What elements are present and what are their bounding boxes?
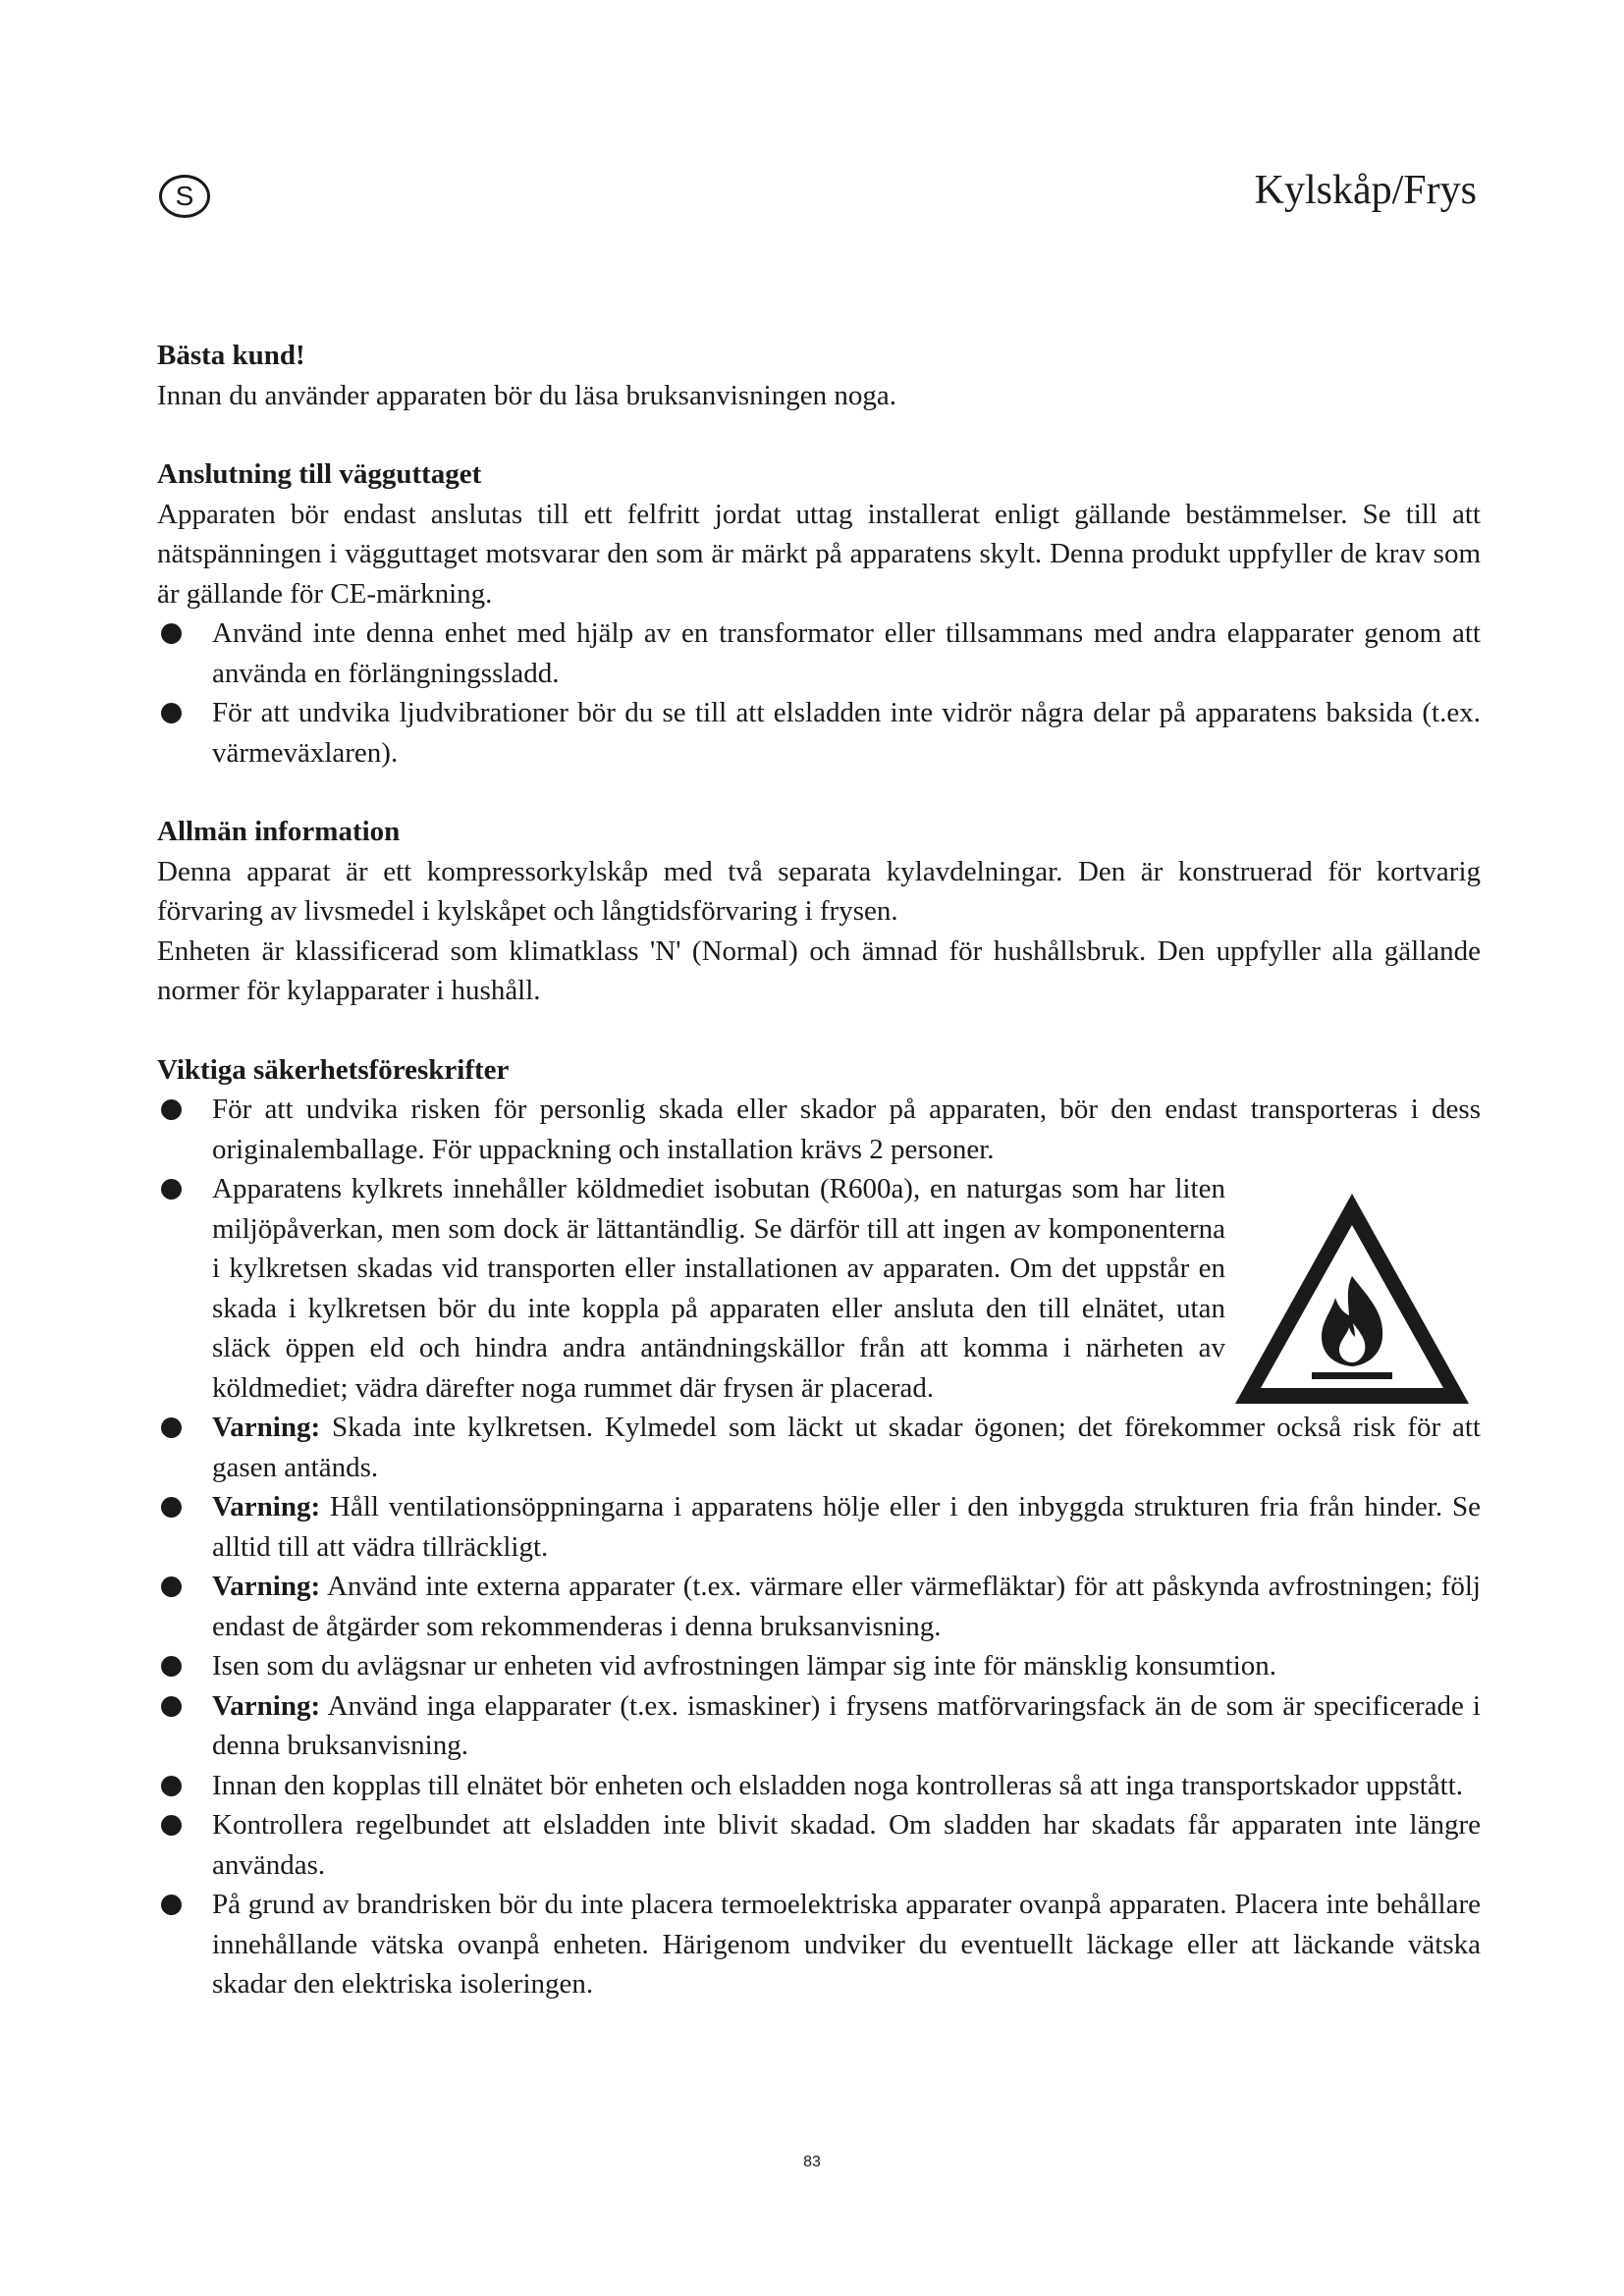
safety-heading: Viktiga säkerhetsföreskrifter bbox=[157, 1053, 510, 1086]
page-title: Kylskåp/Frys bbox=[1254, 168, 1477, 213]
bullet-text: Kontrollera regelbundet att elsladden inte blivit skadad. Om sladden har skadats får apparaten inte längre användas. bbox=[212, 1809, 1481, 1881]
general-text: Denna apparat är ett kompressorkylskåp med två separata kylavdelningar. Den är konstruerad för kortvarig förvaring av livsmedel i kylskåpet och långtidsförvaring i frysen. bbox=[157, 855, 1481, 927]
page-number: 83 bbox=[803, 2154, 821, 2170]
general-heading: Allmän information bbox=[157, 816, 401, 847]
warning-label: Varning: bbox=[212, 1491, 321, 1522]
bullet-item bbox=[157, 1567, 1481, 1646]
bullet-text: Isen som du avlägsnar ur enheten vid avfrostningen lämpar sig inte för mänsklig konsumtion. bbox=[212, 1650, 1277, 1682]
warning-label: Varning: bbox=[212, 1412, 321, 1443]
intro-section bbox=[157, 336, 1481, 415]
bullet-item bbox=[157, 1885, 1481, 2004]
connection-bullet-list bbox=[157, 614, 1481, 773]
bullet-item bbox=[157, 1805, 1481, 1885]
bullet-text: För att undvika risken för personlig skada eller skador på apparaten, bör den endast transporteras i dess originalemballage. För uppackning och installation krävs 2 personer. bbox=[212, 1094, 1481, 1165]
connection-text: Apparaten bör endast anslutas till ett felfritt jordat uttag installerat enligt gällande bestämmelser. Se till att nätspänningen i vägguttaget motsvarar den som är märkt på apparatens skylt. Denna produkt uppfyller de krav som är gällande för CE-märkning. bbox=[157, 498, 1481, 610]
connection-heading: Anslutning till vägguttaget bbox=[157, 458, 482, 490]
bullet-item bbox=[157, 1686, 1481, 1766]
flammable-warning-icon bbox=[1229, 1186, 1475, 1412]
connection-section bbox=[157, 454, 1481, 773]
language-badge: S bbox=[159, 175, 210, 218]
bullet-text: Skada inte kylkretsen. Kylmedel som läckt ut skadar ögonen; det förekommer också risk för att gasen antänds. bbox=[212, 1412, 1481, 1483]
warning-label: Varning: bbox=[212, 1689, 321, 1722]
bullet-text: Innan den kopplas till elnätet bör enheten och elsladden noga kontrolleras så att inga transportskador uppstått. bbox=[212, 1769, 1464, 1801]
bullet-text: Apparatens kylkrets innehåller köldmediet isobutan (R600a), en naturgas som har liten miljöpåverkan, men som dock är lättantändlig. Se därför till att ingen av komponenterna i kylkretsen skadas vid transporten eller installationen av apparaten. Om det uppstår en skada i kylkretsen bör du inte koppla på apparaten eller ansluta den till elnätet, utan släck öppen eld och hindra andra antändningskällor från att komma i närheten av köldmediet; vädra därefter noga rummet där frysen är placerad. bbox=[212, 1173, 1225, 1404]
warning-label: Varning: bbox=[212, 1571, 321, 1602]
bullet-text: På grund av brandrisken bör du inte placera termoelektriska apparater ovanpå apparaten. Placera inte behållare innehållande vätska ovanpå enheten. Härigenom undviker du eventuellt läckage eller att läckande vätska skadar den elektriska isoleringen. bbox=[212, 1889, 1481, 2000]
bullet-item bbox=[157, 1766, 1481, 1806]
bullet-text: Håll ventilationsöppningarna i apparatens hölje eller i den inbyggda strukturen fria från hinder. Se alltid till att vädra tillräckligt. bbox=[212, 1491, 1481, 1563]
bullet-item bbox=[157, 1090, 1481, 1169]
bullet-item bbox=[157, 1487, 1481, 1567]
bullet-item bbox=[157, 1408, 1481, 1487]
bullet-item: För att undvika ljudvibrationer bör du se till att elsladden inte vidrör några delar på apparatens baksida (t.ex. värmeväxlaren). bbox=[157, 693, 1481, 773]
intro-text: Innan du använder apparaten bör du läsa bruksanvisningen noga. bbox=[157, 379, 896, 411]
general-text-2: Enheten är klassificerad som klimatklass 'N' (Normal) och ämnad för hushållsbruk. Den uppfyller alla gällande normer för kylapparater i hushåll. bbox=[157, 934, 1481, 1006]
bullet-item bbox=[157, 1646, 1481, 1686]
general-section bbox=[157, 812, 1481, 1011]
bullet-text: Använd inte externa apparater (t.ex. värmare eller värmefläktar) för att påskynda avfrostningen; följ endast de åtgärder som rekommenderas i denna bruksanvisning. bbox=[212, 1571, 1481, 1642]
intro-heading: Bästa kund! bbox=[157, 340, 305, 371]
bullet-item: Använd inte denna enhet med hjälp av en transformator eller tillsammans med andra elapparater genom att använda en förlängningssladd. bbox=[157, 614, 1481, 693]
bullet-item bbox=[157, 1169, 1225, 1408]
bullet-text: Använd inga elapparater (t.ex. ismaskiner) i frysens matförvaringsfack än de som är specificerade i denna bruksanvisning. bbox=[212, 1689, 1481, 1761]
